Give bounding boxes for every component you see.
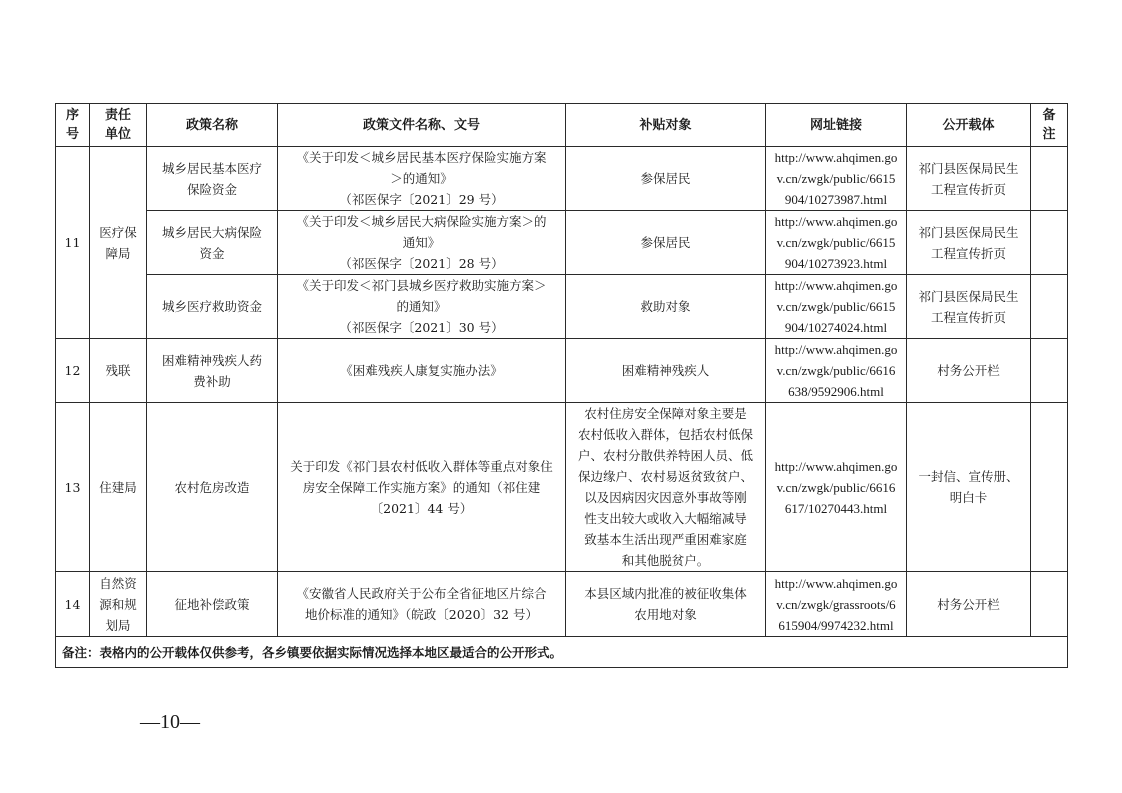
url-link[interactable]: http://www.ahqimen.go v.cn/zwgk/public/6616 617/10270443.html [766, 403, 907, 572]
carrier-cell: 祁门县医保局民生 工程宣传折页 [907, 275, 1031, 339]
remark-cell [1031, 572, 1068, 637]
remark-cell [1031, 339, 1068, 403]
policy-cell: 困难精神残疾人药 费补助 [147, 339, 278, 403]
dept-cell: 医疗保 障局 [90, 147, 147, 339]
doc-cell: 关于印发《祁门县农村低收入群体等重点对象住 房安全保障工作实施方案》的通知（祁住建 〔2021〕44 号） [278, 403, 566, 572]
url-link[interactable]: http://www.ahqimen.go v.cn/zwgk/public/6615 904/10274024.html [766, 275, 907, 339]
note-row [56, 637, 1068, 668]
policy-table [55, 103, 1068, 668]
page-number: —10— [140, 711, 200, 733]
doc-cell: 《安徽省人民政府关于公布全省征地区片综合 地价标准的通知》（皖政〔2020〕32 号） [278, 572, 566, 637]
carrier-cell: 村务公开栏 [907, 572, 1031, 637]
header-seq: 序 号 [56, 104, 90, 147]
table-row [56, 147, 1068, 211]
header-target: 补贴对象 [566, 104, 766, 147]
url-link[interactable]: http://www.ahqimen.go v.cn/zwgk/grassroots/6 615904/9974232.html [766, 572, 907, 637]
dept-cell: 残联 [90, 339, 147, 403]
header-carrier: 公开载体 [907, 104, 1031, 147]
url-link[interactable]: http://www.ahqimen.go v.cn/zwgk/public/6615 904/10273987.html [766, 147, 907, 211]
header-doc: 政策文件名称、文号 [278, 104, 566, 147]
seq-cell: 13 [56, 403, 90, 572]
url-link[interactable]: http://www.ahqimen.go v.cn/zwgk/public/6615 904/10273923.html [766, 211, 907, 275]
table-row [56, 275, 1068, 339]
policy-cell: 城乡医疗救助资金 [147, 275, 278, 339]
table-row [56, 403, 1068, 572]
seq-cell: 11 [56, 147, 90, 339]
remark-cell [1031, 275, 1068, 339]
table-header-row [56, 104, 1068, 147]
policy-cell: 城乡居民基本医疗 保险资金 [147, 147, 278, 211]
remark-cell [1031, 147, 1068, 211]
target-cell: 参保居民 [566, 147, 766, 211]
target-cell: 本县区域内批准的被征收集体 农用地对象 [566, 572, 766, 637]
policy-cell: 农村危房改造 [147, 403, 278, 572]
target-cell: 参保居民 [566, 211, 766, 275]
remark-cell [1031, 211, 1068, 275]
policy-cell: 城乡居民大病保险 资金 [147, 211, 278, 275]
policy-cell: 征地补偿政策 [147, 572, 278, 637]
target-cell: 救助对象 [566, 275, 766, 339]
doc-cell: 《关于印发＜城乡居民基本医疗保险实施方案 ＞的通知》 （祁医保字〔2021〕29 号） [278, 147, 566, 211]
dept-cell: 自然资 源和规 划局 [90, 572, 147, 637]
carrier-cell: 一封信、宣传册、 明白卡 [907, 403, 1031, 572]
carrier-cell: 村务公开栏 [907, 339, 1031, 403]
doc-cell: 《困难残疾人康复实施办法》 [278, 339, 566, 403]
header-policy: 政策名称 [147, 104, 278, 147]
carrier-cell: 祁门县医保局民生 工程宣传折页 [907, 211, 1031, 275]
target-cell: 困难精神残疾人 [566, 339, 766, 403]
table-row [56, 572, 1068, 637]
header-dept: 责任 单位 [90, 104, 147, 147]
table-note: 备注：表格内的公开载体仅供参考，各乡镇要依据实际情况选择本地区最适合的公开形式。 [56, 637, 1068, 668]
url-link[interactable]: http://www.ahqimen.go v.cn/zwgk/public/6616 638/9592906.html [766, 339, 907, 403]
table-row [56, 211, 1068, 275]
carrier-cell: 祁门县医保局民生 工程宣传折页 [907, 147, 1031, 211]
dept-cell: 住建局 [90, 403, 147, 572]
table-row [56, 339, 1068, 403]
seq-cell: 14 [56, 572, 90, 637]
target-cell: 农村住房安全保障对象主要是 农村低收入群体，包括农村低保 户、农村分散供养特困人员、低 保边缘户、农村易返贫致贫户、 以及因病因灾因意外事故等刚 性支出较大或收入大幅缩减导 致基本生活出现严重困难家庭 和其他脱贫户。 [566, 403, 766, 572]
remark-cell [1031, 403, 1068, 572]
header-url: 网址链接 [766, 104, 907, 147]
doc-cell: 《关于印发＜城乡居民大病保险实施方案＞的 通知》 （祁医保字〔2021〕28 号） [278, 211, 566, 275]
header-remark: 备 注 [1031, 104, 1068, 147]
seq-cell: 12 [56, 339, 90, 403]
doc-cell: 《关于印发＜祁门县城乡医疗救助实施方案＞ 的通知》 （祁医保字〔2021〕30 号） [278, 275, 566, 339]
